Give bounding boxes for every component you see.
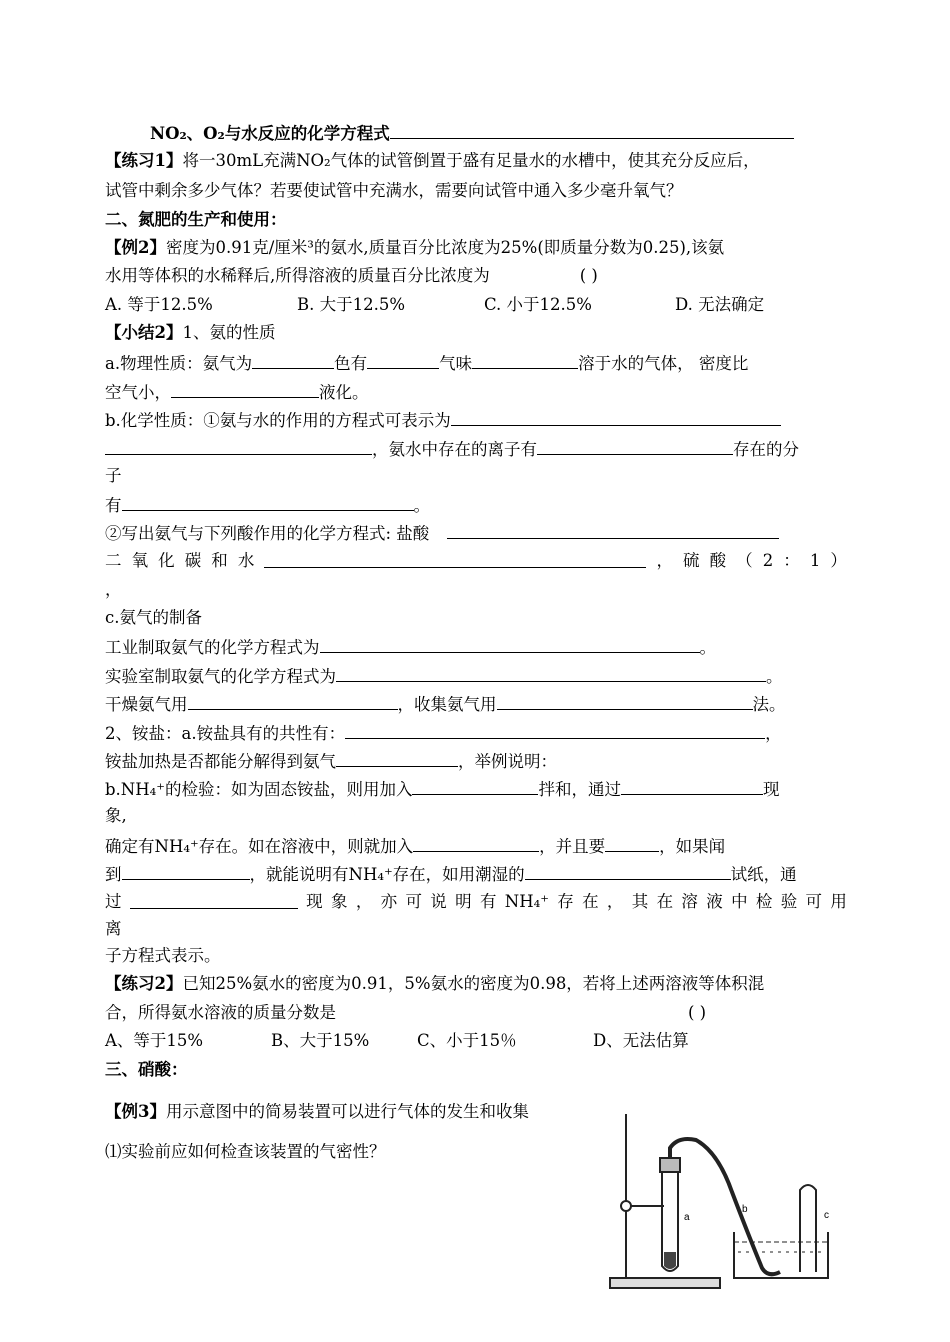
example-2-text: 密度为0.91克/厘米³的氨水,质量百分比浓度为25%(即质量分数为0.25),该氨 xyxy=(165,238,725,257)
ammonium-test-line-4 xyxy=(105,863,797,885)
ammonium-test-line-5 xyxy=(105,892,847,912)
answer-blank[interactable] xyxy=(320,636,700,653)
text: 硫 xyxy=(683,551,700,570)
exercise-1-line-1 xyxy=(105,151,760,171)
option-c[interactable]: C、小于15％ xyxy=(417,1031,517,1050)
text: 溶于水的气体， 密度比 xyxy=(578,354,749,373)
ammonium-test-line-1 xyxy=(105,778,779,800)
text: 水 xyxy=(237,551,255,570)
text: 确定有NH₄⁺存在。如在溶液中，则就加入 xyxy=(105,837,414,856)
text: ， xyxy=(606,892,624,911)
title-line xyxy=(150,122,794,144)
text: 实验室制取氨气的化学方程式为 xyxy=(105,667,336,686)
text: 亦 xyxy=(380,892,398,911)
chemical-properties-line-3: 子 xyxy=(105,466,122,485)
ammonium-salt-line-2 xyxy=(105,750,557,772)
section-2-heading: 二、氮肥的生产和使用： xyxy=(105,210,287,229)
acid-reaction-line-2 xyxy=(105,551,847,571)
label-c: c xyxy=(824,1210,829,1221)
text: 氧 xyxy=(131,551,149,570)
text: 存在的分 xyxy=(733,440,799,459)
answer-blank[interactable] xyxy=(390,122,794,139)
text: 用 xyxy=(830,892,847,911)
collection-tube-c xyxy=(800,1185,816,1272)
physical-properties-line-2 xyxy=(105,381,369,403)
text: 其 xyxy=(631,892,649,911)
text: 明 xyxy=(455,892,472,911)
summary-2-title xyxy=(105,323,275,343)
answer-blank[interactable] xyxy=(345,722,765,739)
ammonium-salt-line-1 xyxy=(105,722,782,744)
text: 酸 xyxy=(709,551,727,570)
answer-blank[interactable] xyxy=(367,352,439,369)
text: 在 xyxy=(582,892,599,911)
text: NH₄⁺ xyxy=(504,892,549,911)
exercise-2-text-2: 合，所得氨水溶液的质量分数是 xyxy=(105,1003,336,1022)
ammonium-test-line-7: 子方程式表示。 xyxy=(105,946,221,965)
text: 。 xyxy=(699,638,716,657)
text: 说 xyxy=(430,892,447,911)
example-2-options xyxy=(105,295,764,315)
answer-blank[interactable] xyxy=(447,522,779,539)
title-formula: NO₂、O₂与水反应的化学方程式 xyxy=(150,124,390,143)
text: 二 xyxy=(105,551,122,570)
text: b.化学性质：①氨与水的作用的方程式可表示为 xyxy=(105,411,451,430)
text: a.物理性质：氨气为 xyxy=(105,354,253,373)
text: ，举例说明： xyxy=(458,752,557,771)
text: ，如果闻 xyxy=(659,837,726,856)
text: b.NH₄⁺的检验：如为固态铵盐，则用加入 xyxy=(105,780,413,799)
answer-blank[interactable] xyxy=(412,778,538,795)
text: 可 xyxy=(805,892,823,911)
text: 到 xyxy=(105,865,122,884)
label-a: a xyxy=(684,1212,690,1223)
text: 有 xyxy=(479,892,497,911)
answer-paren[interactable]: ( ) xyxy=(688,1003,707,1022)
text: 空气小， xyxy=(105,383,171,402)
example-2-line-1 xyxy=(105,238,724,258)
answer-blank[interactable] xyxy=(537,438,733,455)
text: 象 xyxy=(330,892,348,911)
text: ） xyxy=(830,551,847,570)
text: ，就能说明有NH₄⁺存在，如用潮湿的 xyxy=(249,865,525,884)
text: ， xyxy=(656,551,673,570)
summary-2-text: 1、氨的性质 xyxy=(182,323,276,342)
ammonium-test-line-2: 象, xyxy=(105,806,127,825)
section-3-heading: 三、硝酸： xyxy=(105,1060,188,1079)
example-2-tag: 【例2】 xyxy=(105,238,166,257)
option-b[interactable]: B. 大于12.5% xyxy=(297,295,406,314)
answer-blank[interactable] xyxy=(472,352,578,369)
answer-blank[interactable] xyxy=(525,863,731,880)
text: 色有 xyxy=(334,354,368,373)
example-2-line-2 xyxy=(105,266,598,286)
example-3-text: 用示意图中的简易装置可以进行气体的发生和收集 xyxy=(165,1102,529,1121)
chemical-properties-line-2 xyxy=(105,438,799,460)
justified-row xyxy=(105,551,847,571)
answer-blank[interactable] xyxy=(497,693,753,710)
answer-blank[interactable] xyxy=(130,892,298,909)
text: ， xyxy=(355,892,373,911)
answer-blank[interactable] xyxy=(336,750,458,767)
drying-collection-line xyxy=(105,693,786,715)
answer-blank[interactable] xyxy=(451,409,781,426)
exercise-2-tag: 【练习2】 xyxy=(105,974,183,993)
text: 试纸，通 xyxy=(730,865,797,884)
text: 1 xyxy=(809,551,821,570)
lab-prep-line xyxy=(105,665,783,687)
exercise-1-tag: 【练习1】 xyxy=(105,151,183,170)
answer-blank[interactable] xyxy=(105,438,372,455)
answer-blank[interactable] xyxy=(122,863,250,880)
text: 化 xyxy=(158,551,175,570)
text: 液化。 xyxy=(319,383,369,402)
text: 2 xyxy=(762,551,774,570)
answer-blank[interactable] xyxy=(252,352,334,369)
option-a[interactable]: A、等于15% xyxy=(105,1031,204,1050)
acid-reaction-line-1 xyxy=(105,522,779,544)
example-3-line-1 xyxy=(105,1102,529,1122)
text: ， xyxy=(765,724,782,743)
acid-reaction-line-3: ， xyxy=(105,580,122,599)
industrial-prep-line xyxy=(105,636,716,658)
text: ，氨水中存在的离子有 xyxy=(372,440,537,459)
text: ，收集氨气用 xyxy=(397,695,497,714)
option-d[interactable]: D. 无法确定 xyxy=(675,295,765,314)
exercise-2-line-2 xyxy=(105,1003,706,1023)
option-b[interactable]: B、大于15% xyxy=(271,1031,370,1050)
example-3-tag: 【例3】 xyxy=(105,1102,166,1121)
answer-blank[interactable] xyxy=(413,835,539,852)
text: 干燥氨气用 xyxy=(105,695,188,714)
summary-2-tag: 【小结2】 xyxy=(105,323,183,342)
exercise-1-line-2: 试管中剩余多少气体？若要使试管中充满水，需要向试管中通入多少毫升氧气？ xyxy=(105,181,683,200)
text: 现 xyxy=(306,892,323,911)
answer-blank[interactable] xyxy=(336,665,766,682)
answer-blank[interactable] xyxy=(605,835,659,852)
text: 可 xyxy=(405,892,422,911)
chemical-properties-line-4 xyxy=(105,494,430,516)
text: 2、铵盐：a.铵盐具有的共性有： xyxy=(105,724,346,743)
apparatus-diagram xyxy=(592,1102,847,1302)
option-a[interactable]: A. 等于12.5% xyxy=(105,295,213,314)
text: 拌和，通过 xyxy=(538,780,621,799)
example-2-text-2: 水用等体积的水稀释后,所得溶液的质量百分比浓度为 xyxy=(105,266,490,285)
exercise-1-text: 将一30mL充满NO₂气体的试管倒置于盛有足量水的水槽中，使其充分反应后， xyxy=(182,151,760,170)
label-b: b xyxy=(742,1204,748,1215)
text: 存 xyxy=(557,892,574,911)
text: ，并且要 xyxy=(539,837,606,856)
option-d[interactable]: D、无法估算 xyxy=(593,1031,689,1050)
text: 现 xyxy=(762,780,780,799)
text: 过 xyxy=(105,892,122,911)
text: 检 xyxy=(755,892,773,911)
text: 和 xyxy=(211,551,228,570)
justified-row xyxy=(105,892,847,912)
chemical-properties-line-1 xyxy=(105,409,781,431)
delivery-tube-b xyxy=(670,1139,780,1274)
answer-blank[interactable] xyxy=(264,551,646,568)
answer-blank[interactable] xyxy=(621,778,763,795)
text: 中 xyxy=(731,892,748,911)
ammonium-test-line-6: 离 xyxy=(105,919,122,938)
answer-blank[interactable] xyxy=(122,494,414,511)
text: （ xyxy=(736,551,753,570)
exercise-2-text: 已知25%氨水的密度为0.91，5%氨水的密度为0.98，若将上述两溶液等体积混 xyxy=(182,974,765,993)
ammonium-test-line-3 xyxy=(105,835,725,857)
text: 气味 xyxy=(439,354,473,373)
text: 工业制取氨气的化学方程式为 xyxy=(105,638,320,657)
physical-properties-line-1 xyxy=(105,352,748,374)
answer-paren[interactable]: ( ) xyxy=(579,266,598,285)
text: 有 xyxy=(105,496,122,515)
text: 。 xyxy=(413,496,430,515)
option-c[interactable]: C. 小于12.5% xyxy=(484,295,592,314)
text: 液 xyxy=(706,892,723,911)
text: 法。 xyxy=(752,695,786,714)
text: 。 xyxy=(766,667,783,686)
exercise-2-line-1 xyxy=(105,974,764,994)
text: ： xyxy=(783,551,800,570)
text: 铵盐加热是否都能分解得到氨气 xyxy=(105,752,336,771)
answer-blank[interactable] xyxy=(188,693,398,710)
text: 验 xyxy=(780,892,798,911)
example-3-question-1: ⑴实验前应如何检查该装置的气密性？ xyxy=(105,1142,386,1161)
preparation-heading: c.氨气的制备 xyxy=(105,608,202,627)
text: ②写出氨气与下列酸作用的化学方程式: 盐酸 xyxy=(105,524,430,543)
test-tube-a xyxy=(660,1158,680,1271)
text: 在 xyxy=(656,892,674,911)
exercise-2-options xyxy=(105,1031,689,1051)
text: 溶 xyxy=(681,892,698,911)
answer-blank[interactable] xyxy=(171,381,319,398)
text: 碳 xyxy=(184,551,202,570)
